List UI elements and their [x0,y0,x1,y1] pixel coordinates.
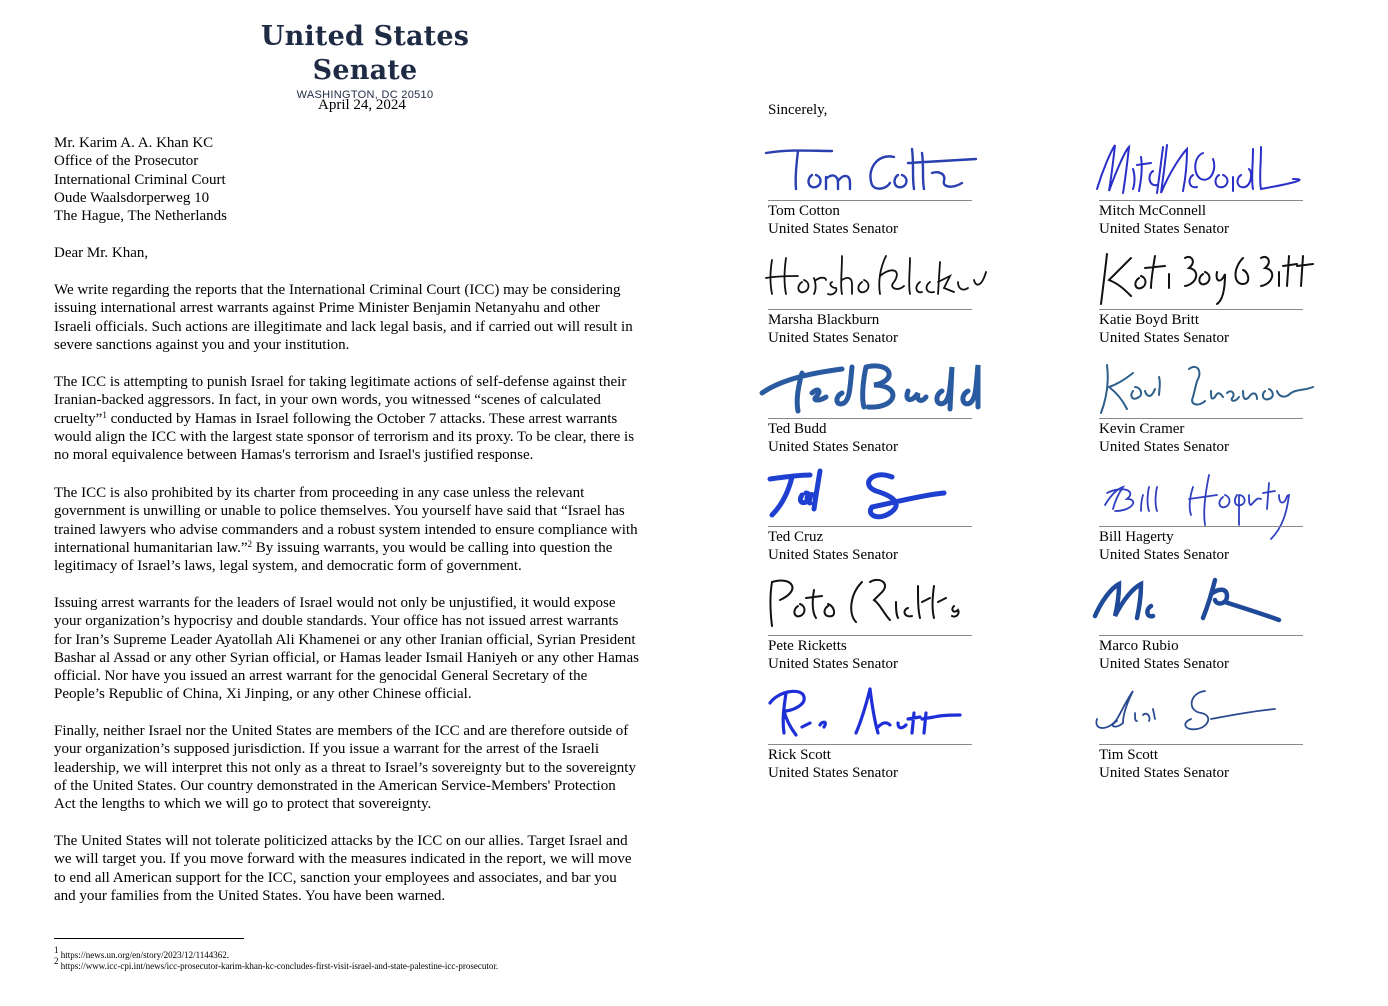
text-line: Issuing arrest warrants for the leaders of Israel would not only be unjustified, it would expose [54,595,616,611]
text-line: Israeli officials. Such actions are illegitimate and lack legal basis, and if carried out will result in [54,318,633,335]
signature-line [768,309,972,310]
text-line: The United States will not tolerate politicized attacks by the ICC on our allies. Target Israel and [54,833,628,849]
text-line: your organization’s hypocrisy and double standards. Your office has not issued arrest warrants [54,613,619,630]
signatory-name: Mitch McConnell [1099,203,1207,219]
signature-block [1099,574,1309,684]
text-line: your organization’s supposed jurisdiction. If you issue a warrant for the arrest of the Israeli [54,741,599,758]
body-paragraph-3 [54,484,694,575]
handwritten-signature [762,465,992,535]
signatory-name: Ted Cruz [768,529,824,545]
signatory-title: United States Senator [1099,547,1229,563]
signature-block [768,465,978,575]
handwritten-signature [762,574,992,644]
text-line: would align the ICC with the largest state sponsor of terrorism and its proxy. To be clear, there is [54,428,635,445]
body-paragraph-6 [54,832,694,905]
text-line: to end all American support for the ICC, sanction your employees and associates, and bar you [54,869,617,886]
signature-block [768,683,978,793]
handwritten-signature [1093,465,1323,535]
signature-line [768,526,972,527]
handwritten-signature [1093,574,1323,644]
text-line: leadership, we will interpret this not only as a threat to Israel’s sovereignty but to the sovereignty [54,759,636,776]
signatory-title: United States Senator [1099,221,1229,237]
text-line: issuing international arrest warrants against Prime Minister Benjamin Netanyahu and other [54,300,600,317]
signature-block [1099,139,1309,249]
text-line [54,539,694,557]
signatory-name: Marco Rubio [1099,638,1179,654]
text-line: Iranian-backed aggressors. In fact, in your own words, you witnessed “scenes of calculated [54,392,601,409]
signature-line [1099,309,1303,310]
signatory-title: United States Senator [1099,330,1229,346]
body-paragraph-4 [54,594,694,704]
text-line: severe sanctions against you and your institution. [54,336,350,353]
text-line: The ICC is also prohibited by its charter from proceeding in any case unless the relevant [54,485,585,501]
recipient-line: International Criminal Court [54,171,226,188]
text-fragment: conducted by Hamas in Israel following the October 7 attacks. These arrest warrants [106,410,618,427]
salutation: Dear Mr. Khan, [54,245,149,261]
text-line: government is unwilling or unable to police themselves. You yourself have said that “Israel has [54,503,625,520]
handwritten-signature [1093,357,1323,427]
signature-line [1099,200,1303,201]
signature-block [1099,465,1309,575]
text-line [54,410,694,428]
signatory-title: United States Senator [1099,439,1229,455]
signature-line [768,635,972,636]
signatory-title: United States Senator [768,330,898,346]
signature-block [1099,683,1309,793]
text-line: legitimacy of Israel’s laws, legal system, and democratic form of government. [54,558,522,575]
footnote-link[interactable]: https://www.icc-cpi.int/news/icc-prosecutor-karim-khan-kc-concludes-first-visit-israel-and-state-palestine-icc-prosecutor. [58,961,499,971]
letterhead [230,20,500,102]
body-paragraph-1 [54,281,694,354]
signatory-name: Pete Ricketts [768,638,847,654]
handwritten-signature [762,357,992,427]
handwritten-signature [762,248,992,318]
signatory-name: Katie Boyd Britt [1099,312,1199,328]
handwritten-signature [1093,139,1323,209]
text-line: Bashar al Assad or any other Syrian official, or Hamas leader Ismail Haniyeh or any other Hamas [54,649,639,666]
text-line: Finally, neither Israel nor the United States are members of the ICC and are therefore outside of [54,723,629,739]
signatory-name: Ted Budd [768,421,827,437]
signature-line [1099,744,1303,745]
signatory-name: Rick Scott [768,747,831,763]
letterhead-title: United States Senate [260,21,470,86]
signatory-name: Kevin Cramer [1099,421,1185,437]
text-line: of the United States. Our country demonstrated in the American Service-Members' Protection [54,777,616,794]
signature-block [1099,357,1309,467]
signature-block [768,357,978,467]
body-paragraph-5 [54,722,694,813]
body-paragraph-2 [54,373,694,464]
signature-block [768,139,978,249]
signatory-title: United States Senator [768,656,898,672]
signature-block [1099,248,1309,358]
signatory-title: United States Senator [1099,656,1229,672]
signatory-name: Tim Scott [1099,747,1159,763]
recipient-address [54,134,227,225]
text-line: We write regarding the reports that the International Criminal Court (ICC) may be considering [54,282,621,298]
text-line: trained lawyers who advise commanders and a robust system intended to ensure compliance with [54,521,638,538]
signatory-title: United States Senator [768,765,898,781]
text-fragment: international humanitarian law.” [54,539,248,556]
handwritten-signature [1093,248,1323,318]
signatory-title: United States Senator [768,439,898,455]
signatory-name: Bill Hagerty [1099,529,1174,545]
signatory-title: United States Senator [1099,765,1229,781]
text-line: no moral equivalence between Hamas's terrorism and Israel's justified response. [54,447,534,464]
text-line: Act the lengths to which we will go to protect that sovereignty. [54,796,432,813]
letter-date: April 24, 2024 [318,97,406,113]
text-fragment: By issuing warrants, you would be calling into question the [252,539,613,556]
footnote-ref: 1 [102,409,107,420]
signatory-title: United States Senator [768,221,898,237]
signature-line [768,744,972,745]
footnote-mark: 2 [54,956,59,966]
handwritten-signature [762,139,992,209]
recipient-line: The Hague, The Netherlands [54,208,227,225]
signatory-title: United States Senator [768,547,898,563]
signature-line [768,200,972,201]
signature-block [768,248,978,358]
handwritten-signature [762,683,992,753]
footnote-ref: 2 [247,538,253,549]
closing: Sincerely, [768,102,828,118]
signature-line [768,418,972,419]
text-fragment: cruelty” [54,410,103,427]
footnote-mark: 1 [54,945,59,955]
text-line: The ICC is attempting to punish Israel for taking legitimate actions of self-defense against their [54,374,627,390]
footnote [54,956,499,972]
signature-line [1099,418,1303,419]
signature-line [1099,526,1303,527]
handwritten-signature [1093,683,1323,753]
signature-line [1099,635,1303,636]
footnote-link[interactable]: https://news.un.org/en/story/2023/12/1144362. [58,950,229,960]
recipient-line: Office of the Prosecutor [54,153,199,170]
letterhead-subtitle: WASHINGTON, DC 20510 [296,89,434,101]
text-line: and your families from the United States. You have been warned. [54,887,446,904]
footnote-divider [54,938,244,939]
signatory-name: Marsha Blackburn [768,312,880,328]
signatory-name: Tom Cotton [768,203,840,219]
signature-block [768,574,978,684]
text-line: for Iran’s Supreme Leader Ayatollah Ali Khamenei or any other Iranian official, Syrian President [54,631,636,648]
recipient-line: Mr. Karim A. A. Khan KC [54,135,214,151]
recipient-line: Oude Waalsdorperweg 10 [54,189,210,206]
text-line: People’s Republic of China, Xi Jinping, or any other Chinese official. [54,686,472,703]
footnotes [54,945,499,972]
text-line: we will target you. If you move forward with the measures indicated in the report, we will move [54,851,632,868]
text-line: official. Nor have you issued an arrest warrant for the genocidal General Secretary of the [54,668,588,685]
footnote [54,945,498,961]
